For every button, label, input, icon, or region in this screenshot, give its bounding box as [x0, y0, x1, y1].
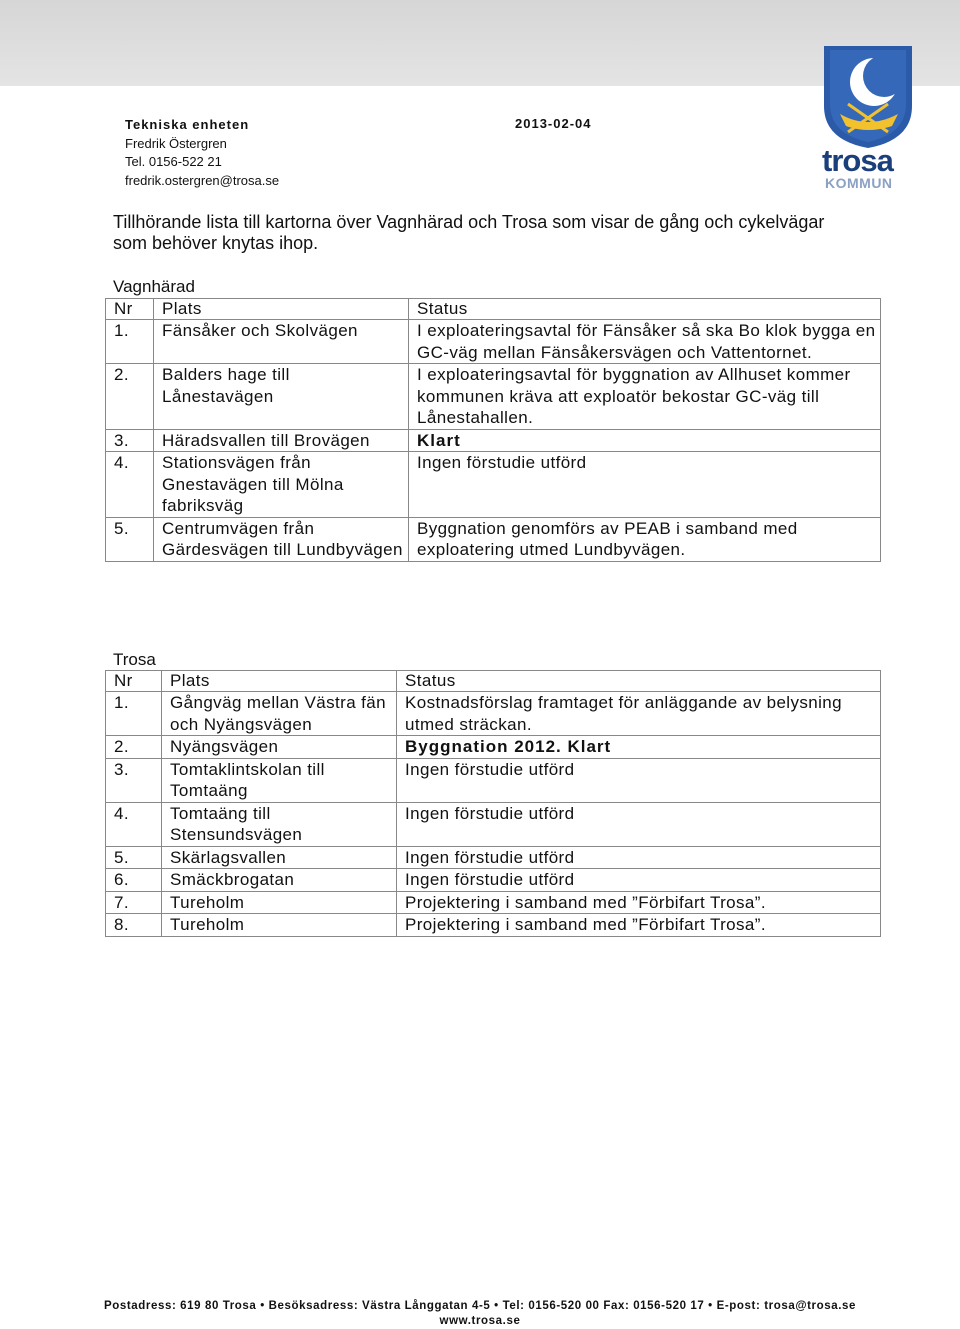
- column-header-plats: Plats: [162, 671, 397, 692]
- row-plats: Balders hage till Lånestavägen: [154, 364, 409, 430]
- table-row: [106, 846, 881, 869]
- footer-address: Postadress: 619 80 Trosa • Besöksadress: Västra Långgatan 4-5 • Tel: 0156-520 00 Fax: 0156-520 17 • E-post: trosa@trosa.se: [103, 1300, 857, 1312]
- row-plats: Tureholm: [162, 891, 397, 914]
- row-status: I exploateringsavtal för Fänsåker så ska Bo klok bygga en GC-väg mellan Fänsåkersvägen och Vattentornet.: [409, 320, 881, 364]
- table-row: [106, 802, 881, 846]
- row-number: 5.: [106, 517, 154, 561]
- row-status: Byggnation 2012. Klart: [397, 736, 881, 759]
- column-header-nr: Nr: [106, 671, 162, 692]
- row-status: Byggnation genomförs av PEAB i samband med exploatering utmed Lundbyvägen.: [409, 517, 881, 561]
- trosa-section-title: Trosa: [113, 650, 156, 669]
- row-status: Kostnadsförslag framtaget för anläggande av belysning utmed sträckan.: [397, 692, 881, 736]
- logo-wordmark: trosa: [822, 143, 893, 178]
- row-plats: Stationsvägen från Gnestavägen till Mölna fabriksväg: [154, 452, 409, 518]
- table-row: [106, 736, 881, 759]
- footer-website[interactable]: www.trosa.se: [439, 1315, 521, 1327]
- table-row: [106, 758, 881, 802]
- column-header-plats: Plats: [154, 299, 409, 320]
- row-plats: Tomtaklintskolan till Tomtaäng: [162, 758, 397, 802]
- row-status: Klart: [409, 429, 881, 452]
- table-row: [106, 320, 881, 364]
- column-header-status: Status: [397, 671, 881, 692]
- row-number: 8.: [106, 914, 162, 937]
- logo-subtitle: KOMMUN: [825, 175, 893, 191]
- row-number: 3.: [106, 429, 154, 452]
- row-status: Ingen förstudie utförd: [397, 846, 881, 869]
- row-number: 4.: [106, 802, 162, 846]
- sender-block: [125, 116, 279, 190]
- row-number: 1.: [106, 320, 154, 364]
- row-plats: Gångväg mellan Västra fän och Nyängsvägen: [162, 692, 397, 736]
- row-plats: Skärlagsvallen: [162, 846, 397, 869]
- row-number: 4.: [106, 452, 154, 518]
- sender-phone: Tel. 0156-522 21: [125, 154, 222, 169]
- table-row: [106, 364, 881, 430]
- row-plats: Centrumvägen från Gärdesvägen till Lundbyvägen: [154, 517, 409, 561]
- document-date: 2013-02-04: [515, 116, 592, 131]
- row-status: Ingen förstudie utförd: [397, 758, 881, 802]
- row-status: Ingen förstudie utförd: [409, 452, 881, 518]
- row-number: 1.: [106, 692, 162, 736]
- table-row: [106, 452, 881, 518]
- sender-name: Fredrik Östergren: [125, 135, 227, 151]
- row-plats: Tomtaäng till Stensundsvägen: [162, 802, 397, 846]
- intro-paragraph: Tillhörande lista till kartorna över Vagnhärad och Trosa som visar de gång och cykelvägar som behöver knytas ihop.: [113, 212, 825, 253]
- footer: [0, 1299, 960, 1329]
- row-status: Projektering i samband med ”Förbifart Trosa”.: [397, 914, 881, 937]
- row-plats: Häradsvallen till Brovägen: [154, 429, 409, 452]
- table-row: [106, 429, 881, 452]
- table-row: [106, 517, 881, 561]
- row-number: 2.: [106, 364, 154, 430]
- row-plats: Smäckbrogatan: [162, 869, 397, 892]
- row-plats: Fänsåker och Skolvägen: [154, 320, 409, 364]
- vagnharad-table: [105, 298, 881, 562]
- row-number: 3.: [106, 758, 162, 802]
- table-row: [106, 869, 881, 892]
- row-number: 6.: [106, 869, 162, 892]
- row-status: Projektering i samband med ”Förbifart Trosa”.: [397, 891, 881, 914]
- row-plats: Nyängsvägen: [162, 736, 397, 759]
- page-top-band: [0, 0, 960, 86]
- table-header-row: [106, 299, 881, 320]
- row-status: I exploateringsavtal för byggnation av Allhuset kommer kommunen kräva att exploatör bekostar GC-väg till Lånestahallen.: [409, 364, 881, 430]
- row-status: Ingen förstudie utförd: [397, 802, 881, 846]
- column-header-status: Status: [409, 299, 881, 320]
- row-number: 5.: [106, 846, 162, 869]
- table-row: [106, 914, 881, 937]
- row-plats: Tureholm: [162, 914, 397, 937]
- table-header-row: [106, 671, 881, 692]
- vagnharad-section-title: Vagnhärad: [113, 277, 195, 296]
- sender-department: Tekniska enheten: [125, 117, 250, 132]
- row-status: Ingen förstudie utförd: [397, 869, 881, 892]
- table-row: [106, 692, 881, 736]
- trosa-table: [105, 670, 881, 937]
- row-number: 2.: [106, 736, 162, 759]
- column-header-nr: Nr: [106, 299, 154, 320]
- sender-email[interactable]: fredrik.ostergren@trosa.se: [125, 172, 280, 188]
- row-number: 7.: [106, 891, 162, 914]
- table-row: [106, 891, 881, 914]
